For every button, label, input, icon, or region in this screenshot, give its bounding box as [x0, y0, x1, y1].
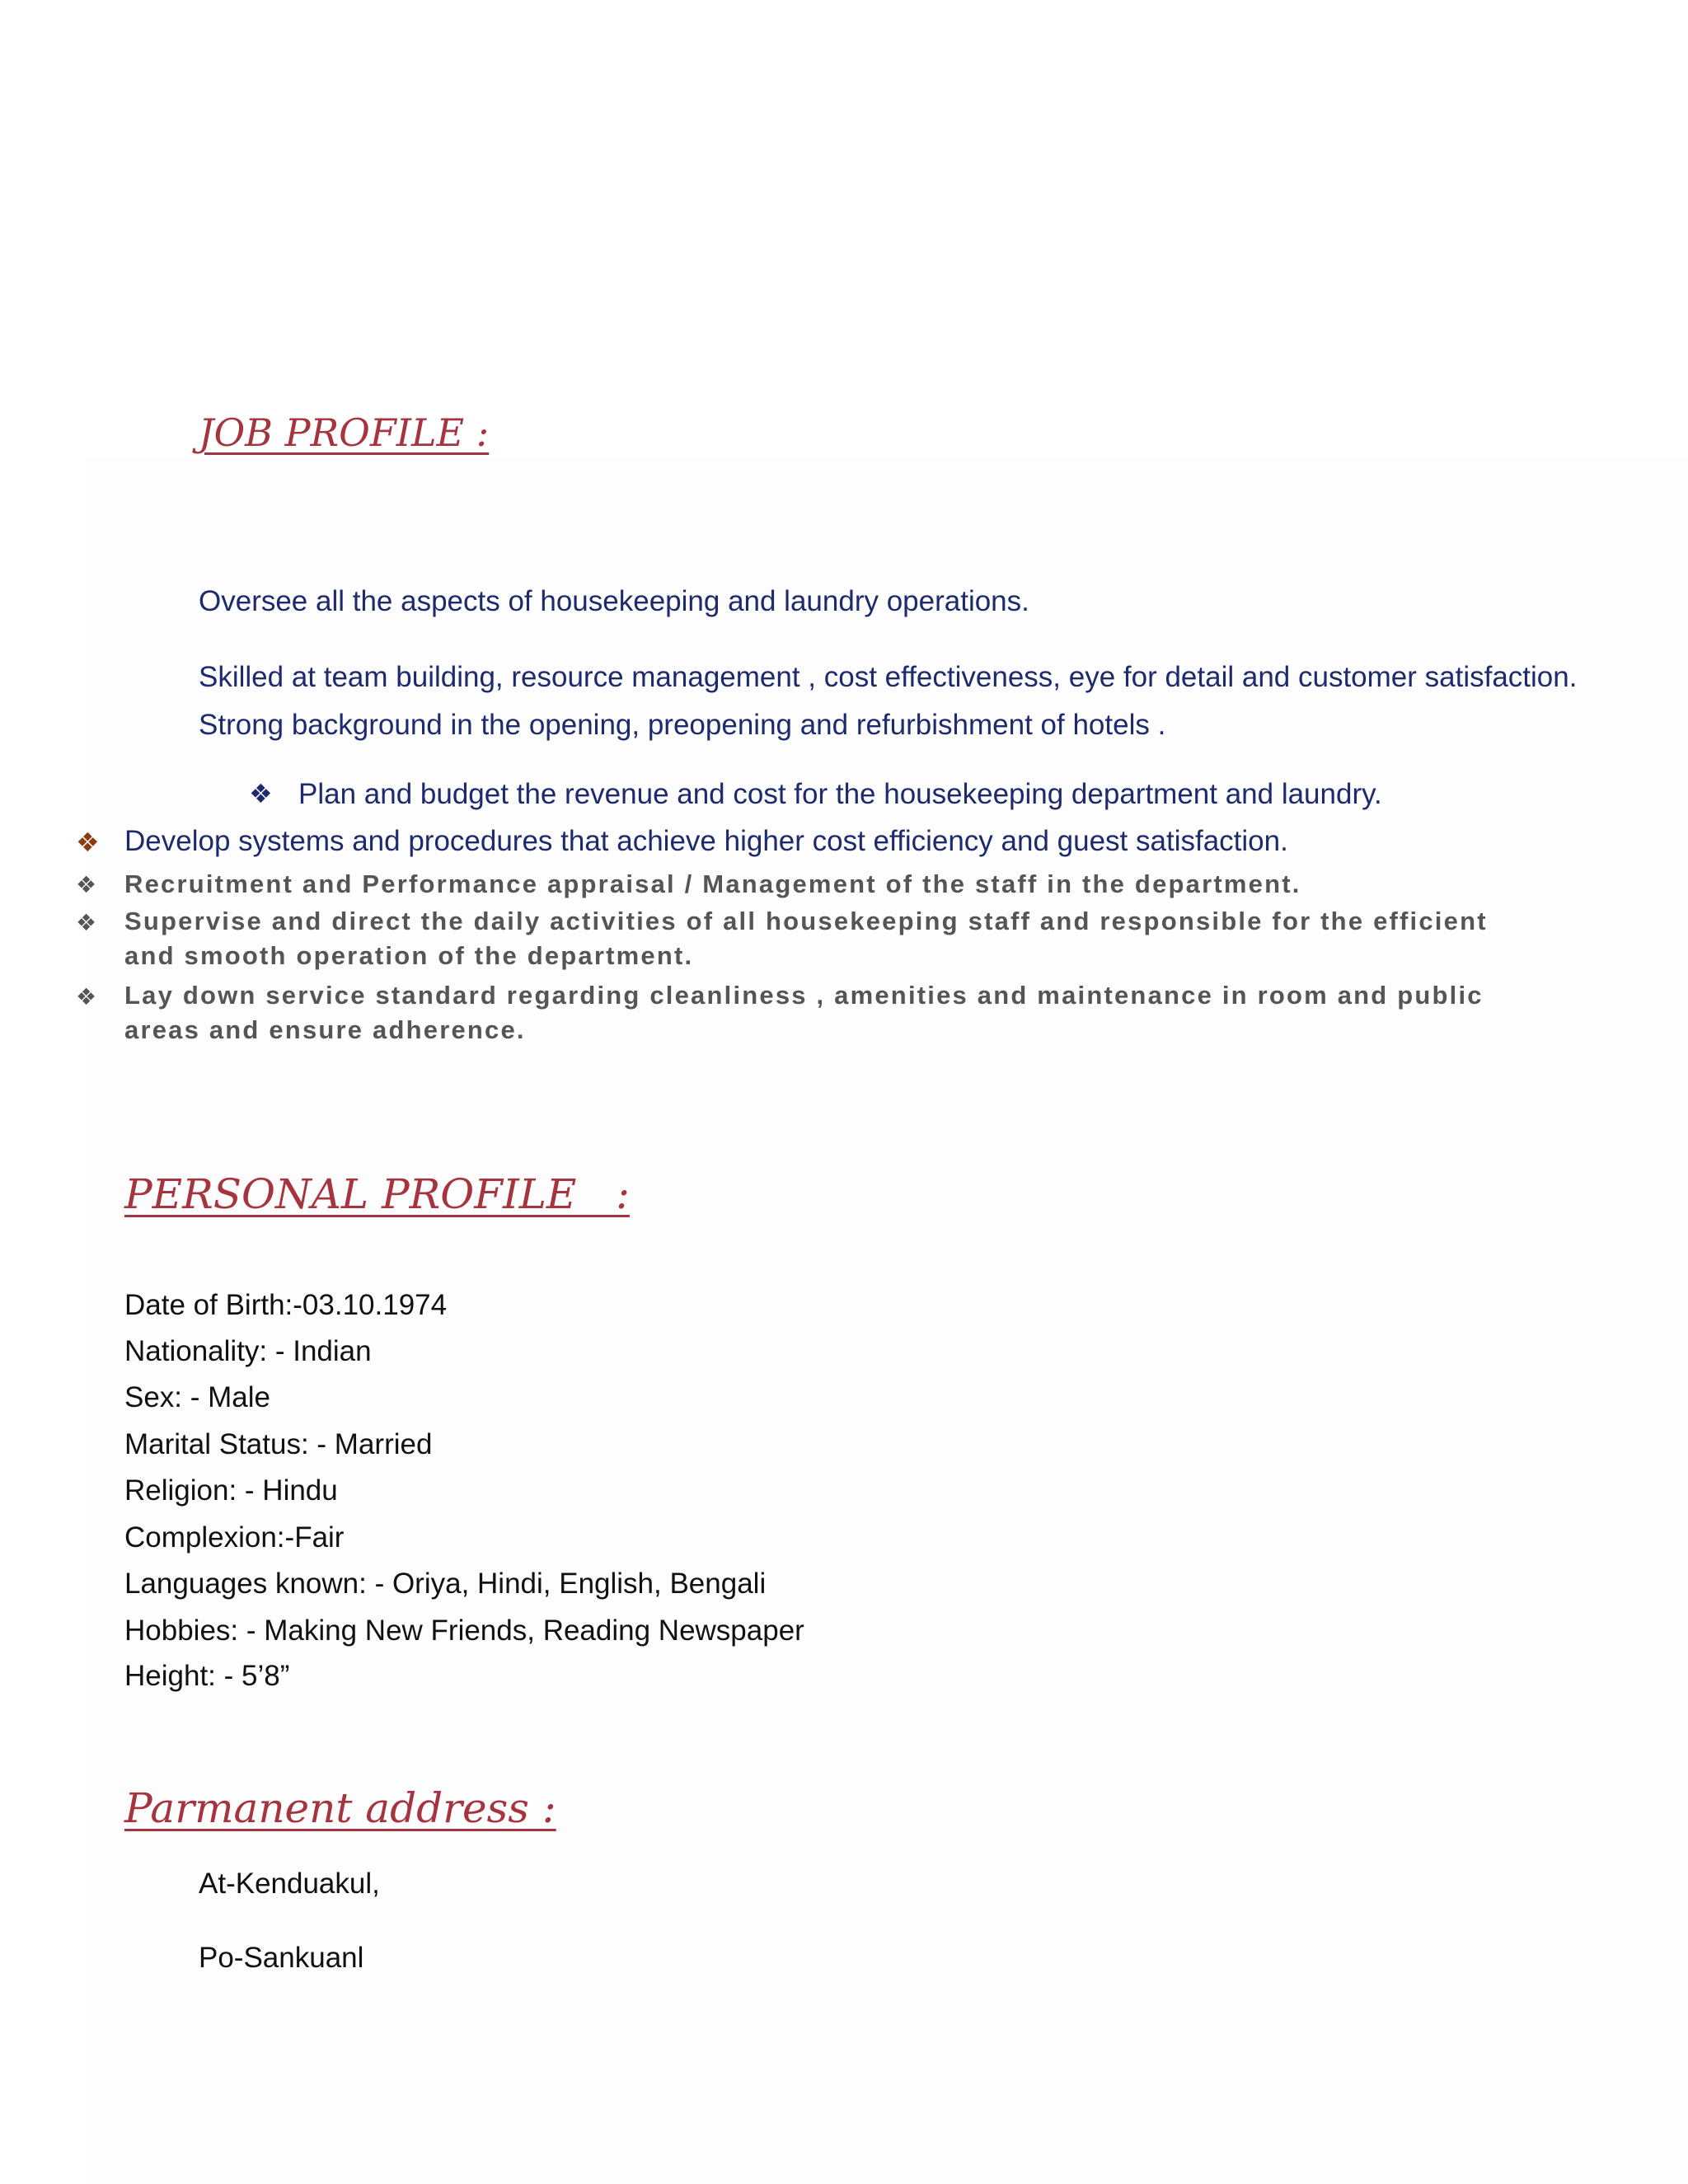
personal-detail-sex: Sex: - Male — [124, 1381, 270, 1413]
job-duty-item: Recruitment and Performance appraisal / Management of the staff in the department. — [124, 869, 1301, 898]
job-profile-heading: JOB PROFILE : — [199, 410, 490, 455]
personal-profile-heading: PERSONAL PROFILE : — [124, 1170, 630, 1218]
diamond-bullet-icon: ❖ — [76, 909, 97, 936]
address-line: Po-Sankuanl — [199, 1942, 364, 1974]
personal-detail-nationality: Nationality: - Indian — [124, 1335, 372, 1367]
job-duty-item: Lay down service standard regarding cleanliness , amenities and maintenance in room and public areas and ensure adherence. — [124, 981, 1484, 1044]
personal-detail-languages: Languages known: - Oriya, Hindi, English, Bengali — [124, 1568, 767, 1600]
personal-detail-marital-status: Marital Status: - Married — [124, 1428, 433, 1460]
personal-detail-complexion: Complexion:-Fair — [124, 1521, 345, 1554]
address-heading: Parmanent address : — [124, 1784, 556, 1832]
diamond-bullet-icon: ❖ — [76, 827, 100, 858]
job-duty-item: Develop systems and procedures that achieve higher cost efficiency and guest satisfaction. — [124, 825, 1288, 857]
personal-detail-religion: Religion: - Hindu — [124, 1474, 338, 1507]
address-line: At-Kenduakul, — [199, 1868, 380, 1900]
diamond-bullet-icon: ❖ — [76, 983, 97, 1010]
diamond-bullet-icon: ❖ — [76, 871, 97, 898]
diamond-bullet-icon: ❖ — [249, 778, 273, 809]
personal-detail-height: Height: - 5’8” — [124, 1660, 290, 1692]
personal-detail-dob: Date of Birth:-03.10.1974 — [124, 1289, 448, 1321]
job-profile-skills-paragraph: Skilled at team building, resource management , cost effectiveness, eye for detail and customer satisfaction. Strong background in the opening, preopening and refurbishment of hotels . — [199, 661, 1578, 741]
personal-detail-hobbies: Hobbies: - Making New Friends, Reading Newspaper — [124, 1615, 804, 1647]
job-profile-summary-line: Oversee all the aspects of housekeeping and laundry operations. — [199, 585, 1029, 617]
job-duty-item: Plan and budget the revenue and cost for the housekeeping department and laundry. — [298, 778, 1382, 810]
job-duty-item: Supervise and direct the daily activities of all housekeeping staff and responsible for the efficient and smooth operation of the department. — [124, 907, 1488, 970]
